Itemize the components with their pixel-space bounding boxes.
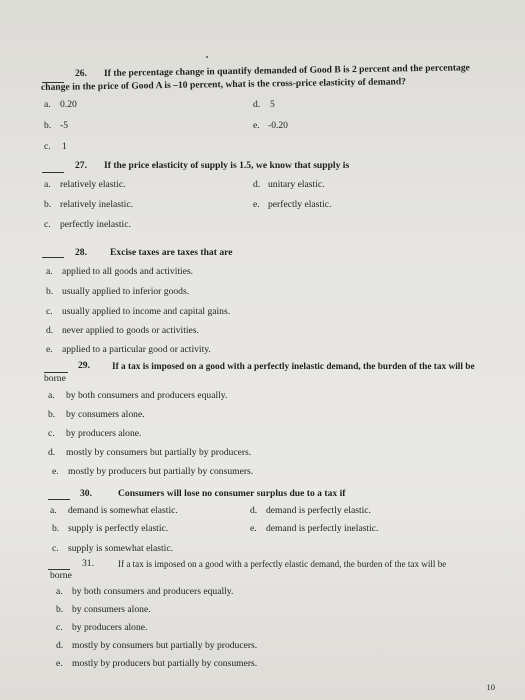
q26-option-b-text: -5	[60, 120, 68, 131]
q30-option-b-letter: b.	[52, 523, 60, 534]
q28-number: 28.	[75, 247, 87, 258]
paper-speck	[206, 56, 208, 58]
q28-option-a-text: applied to all goods and activities.	[62, 266, 194, 277]
q30-option-c-letter: c.	[52, 543, 59, 554]
q31-option-c-letter: c.	[56, 622, 63, 633]
q27-number: 27.	[75, 160, 87, 171]
q26-option-d-text: 5	[270, 99, 275, 110]
q27-option-b-letter: b.	[44, 199, 52, 210]
q27-option-c-letter: c.	[44, 219, 51, 230]
q28-option-e-letter: e.	[46, 344, 53, 355]
q27-option-a-text: relatively elastic.	[60, 179, 126, 190]
q27-option-d-letter: d.	[253, 179, 261, 190]
q26-option-a-letter: a.	[44, 99, 51, 110]
q31-option-b-text: by consumers alone.	[72, 604, 151, 615]
q29-option-a-text: by both consumers and producers equally.	[66, 390, 228, 401]
q30-option-a-text: demand is somewhat elastic.	[68, 505, 178, 516]
q30-number: 30.	[80, 488, 92, 499]
q31-option-e-letter: e.	[56, 658, 63, 669]
q27-option-d-text: unitary elastic.	[268, 179, 325, 190]
q29-option-d-letter: d.	[48, 447, 56, 458]
q31-option-a-text: by both consumers and producers equally.	[72, 586, 234, 597]
q30-option-c-text: supply is somewhat elastic.	[68, 543, 173, 554]
q29-option-b-text: by consumers alone.	[66, 409, 145, 420]
q26-option-e-text: -0.20	[268, 120, 288, 131]
q27-option-b-text: relatively inelastic.	[60, 199, 133, 210]
q28-option-b-letter: b.	[46, 286, 54, 297]
q31-option-e-text: mostly by producers but partially by consumers.	[72, 658, 258, 669]
q28-option-c-text: usually applied to income and capital gains.	[62, 306, 231, 317]
q31-option-d-text: mostly by consumers but partially by producers.	[72, 640, 258, 651]
q26-option-d-letter: d.	[253, 99, 261, 110]
q26-option-b-letter: b.	[44, 120, 52, 131]
q30-option-e-letter: e.	[250, 523, 257, 534]
q29-option-e-letter: e.	[52, 466, 59, 477]
q31-stem-line2: borne	[50, 570, 72, 581]
q30-stem: Consumers will lose no consumer surplus due to a tax if	[118, 488, 346, 499]
q29-option-d-text: mostly by consumers but partially by producers.	[66, 447, 252, 458]
q27-option-a-letter: a.	[44, 179, 51, 190]
q29-option-c-text: by producers alone.	[66, 428, 142, 439]
q31-option-d-letter: d.	[56, 640, 64, 651]
q31-option-c-text: by producers alone.	[72, 622, 148, 633]
q30-option-e-text: demand is perfectly inelastic.	[266, 523, 379, 534]
q27-option-e-text: perfectly elastic.	[268, 199, 332, 210]
answer-blank-30	[48, 499, 70, 500]
q31-stem-line1: If a tax is imposed on a good with a perfectly elastic demand, the burden of the tax will be	[118, 559, 447, 569]
q28-option-d-text: never applied to goods or activities.	[62, 325, 199, 336]
q26-option-c-text: 1	[62, 141, 67, 152]
q28-option-c-letter: c.	[46, 306, 53, 317]
q28-stem: Excise taxes are taxes that are	[110, 247, 233, 258]
q26-number: 26.	[75, 68, 87, 79]
q29-option-a-letter: a.	[48, 390, 55, 401]
q27-option-e-letter: e.	[253, 199, 260, 210]
q29-number: 29.	[78, 360, 90, 371]
q29-stem-line1: If a tax is imposed on a good with a perfectly inelastic demand, the burden of the tax will be	[112, 362, 475, 372]
q28-option-a-letter: a.	[46, 266, 53, 277]
q26-stem-line1: If the percentage change in quantify demanded of Good B is 2 percent and the percentage	[103, 62, 470, 79]
q26-stem-line2: change in the price of Good A is –10 percent, what is the cross-price elasticity of demand?	[40, 76, 407, 93]
answer-blank-28	[42, 257, 64, 258]
q27-stem: If the price elasticity of supply is 1.5, we know that supply is	[104, 160, 350, 171]
page-number: 10	[486, 682, 495, 692]
q29-option-b-letter: b.	[48, 409, 56, 420]
q30-option-d-letter: d.	[250, 505, 258, 516]
q27-option-c-text: perfectly inelastic.	[60, 219, 131, 230]
q29-stem-line2: borne	[44, 373, 66, 384]
q30-option-d-text: demand is perfectly elastic.	[266, 505, 371, 516]
q26-option-a-text: 0.20	[60, 99, 77, 110]
q29-option-e-text: mostly by producers but partially by consumers.	[68, 466, 254, 477]
q28-option-b-text: usually applied to inferior goods.	[62, 286, 190, 297]
q26-option-c-letter: c.	[44, 141, 51, 152]
q30-option-a-letter: a.	[50, 505, 57, 516]
q28-option-d-letter: d.	[46, 325, 54, 336]
q30-option-b-text: supply is perfectly elastic.	[68, 523, 169, 534]
q31-number: 31.	[82, 558, 94, 569]
q29-option-c-letter: c.	[48, 428, 55, 439]
q26-option-e-letter: e.	[253, 120, 260, 131]
q31-option-a-letter: a.	[56, 586, 63, 597]
q31-option-b-letter: b.	[56, 604, 64, 615]
answer-blank-27	[42, 172, 64, 173]
q28-option-e-text: applied to a particular good or activity.	[62, 344, 211, 355]
